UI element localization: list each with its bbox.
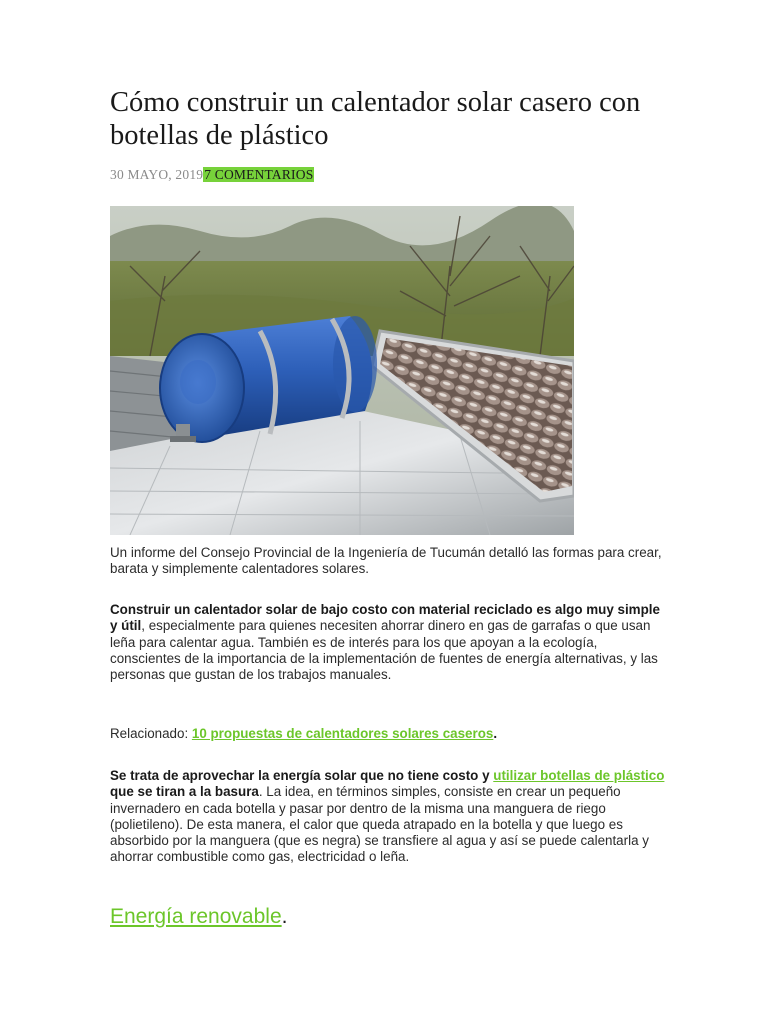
paragraph-se-trata-bold: Se trata de aprovechar la energía solar que no tiene costo y bbox=[110, 768, 494, 783]
section-heading-period: . bbox=[281, 905, 288, 928]
paragraph-se-trata-text: . La idea, en términos simples, consiste en crear un pequeño invernadero en cada botella y pasar por dentro de la misma una manguera de riego (polietileno). De esta manera, el calor que queda atrapado en la botella y que luego es absorbido por la manguera (que es negra) se transfiere al agua y así se puede calentarla y ahorrar combustible como gas, electricidad o leña. bbox=[110, 784, 649, 865]
paragraph-intro: Un informe del Consejo Provincial de la Ingeniería de Tucumán detalló las formas para crear, barata y simplemente calentadores solares. bbox=[110, 545, 662, 577]
botellas-link[interactable]: utilizar botellas de plástico bbox=[493, 768, 665, 783]
energia-renovable-link[interactable]: Energía renovable bbox=[110, 905, 282, 928]
article-date: 30 MAYO, 2019 bbox=[110, 167, 204, 182]
paragraph-construir-bold: Construir un calentador solar de bajo costo con material reciclado es algo muy simple y útil bbox=[110, 602, 660, 634]
section-heading bbox=[110, 905, 287, 929]
article-title: Cómo construir un calentador solar casero con botellas de plástico bbox=[110, 87, 641, 151]
related-label: Relacionado: bbox=[110, 726, 192, 741]
paragraph-se-trata-bold-2: que se tiran a la basura bbox=[110, 784, 259, 800]
comments-link[interactable]: 7 COMENTARIOS bbox=[204, 167, 314, 182]
paragraph-construir-text: , especialmente para quienes necesiten ahorrar dinero en gas de garrafas o que usan leña para calentar agua. También es de interés para los que apoyan a la ecología, conscientes de la importancia de la implementación de fuentes de energía alternativas, y las personas que gustan de los trabajos manuales. bbox=[110, 618, 658, 683]
article-photo bbox=[110, 206, 574, 535]
paragraph-related bbox=[110, 726, 666, 742]
article-meta bbox=[110, 167, 314, 183]
related-link[interactable]: 10 propuestas de calentadores solares caseros bbox=[191, 726, 494, 741]
related-period: . bbox=[493, 726, 498, 741]
paragraph-se-trata bbox=[110, 768, 666, 866]
paragraph-construir bbox=[110, 602, 666, 683]
